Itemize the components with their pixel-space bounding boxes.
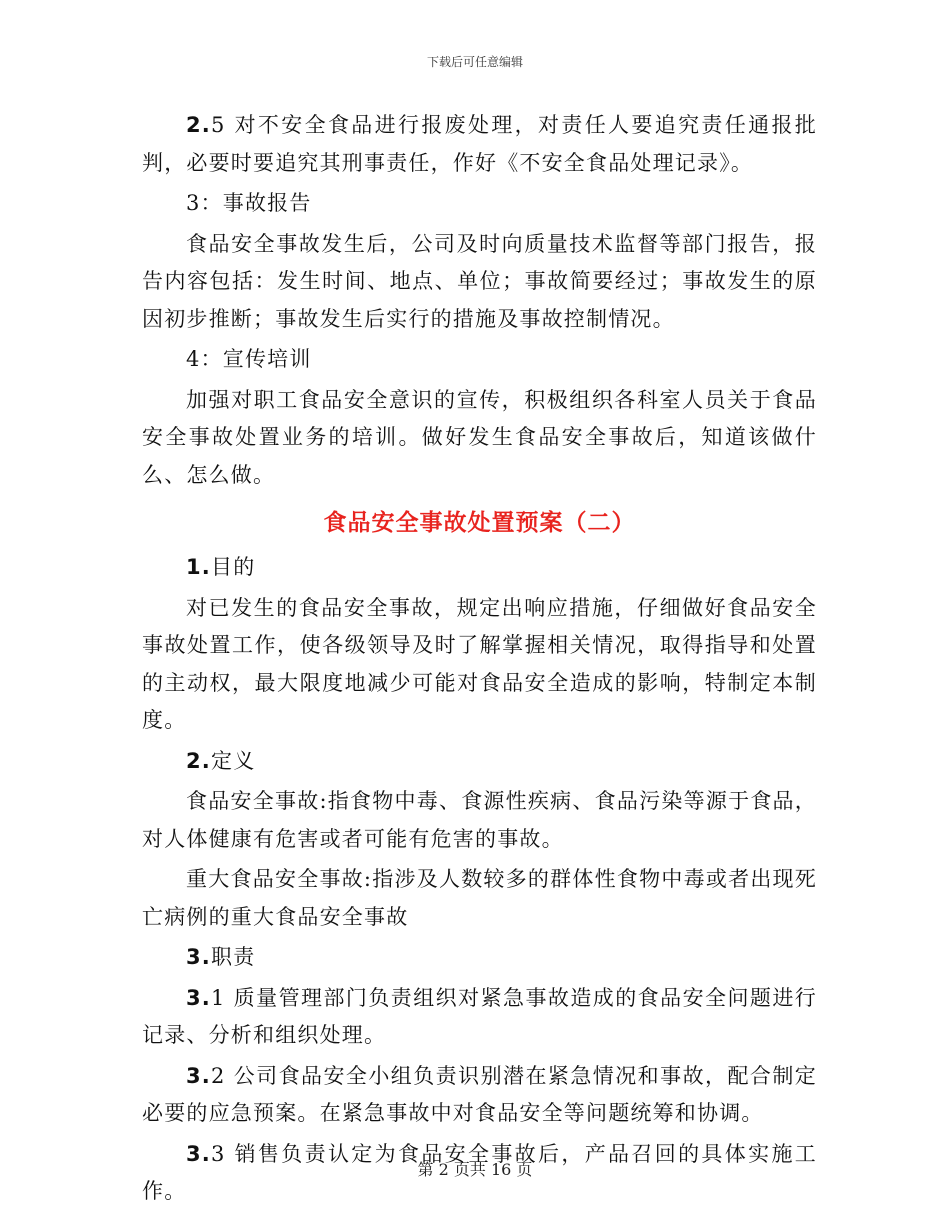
section-number: 2.	[186, 113, 211, 137]
paragraph-3-2: 3.2 公司食品安全小组负责识别潜在紧急情况和事故，配合制定必要的应急预案。在紧急事故中对食品安全等问题统筹和协调。	[142, 1063, 817, 1125]
heading-publicity-training: 4：宣传培训	[186, 347, 312, 371]
paragraph-3-3: 3.3 销售负责认定为食品安全事故后，产品召回的具体实施工作。	[142, 1141, 817, 1203]
heading-purpose: 1.目的	[186, 555, 256, 579]
section-number: 3.	[186, 1141, 211, 1166]
paragraph-3-1: 3.1 质量管理部门负责组织对紧急事故造成的食品安全问题进行记录、分析和组织处理。	[142, 985, 817, 1047]
section-number: 3.	[186, 945, 211, 969]
section-number: 2.	[186, 748, 211, 773]
document-body	[142, 107, 817, 1211]
heading-accident-report: 3：事故报告	[186, 191, 312, 215]
paragraph-publicity-training: 加强对职工食品安全意识的宣传，积极组织各科室人员关于食品安全事故处置业务的培训。做好发生食品安全事故后，知道该做什么、怎么做。	[142, 387, 817, 487]
paragraph-food-safety-accident-definition: 食品安全事故:指食物中毒、食源性疾病、食品污染等源于食品，对人体健康有危害或者可能有危害的事故。	[142, 789, 817, 851]
section-title: 食品安全事故处置预案（二）	[323, 509, 636, 536]
paragraph-accident-report: 食品安全事故发生后，公司及时向质量技术监督等部门报告，报告内容包括：发生时间、地点、单位；事故简要经过；事故发生的原因初步推断；事故发生后实行的措施及事故控制情况。	[142, 231, 817, 331]
paragraph-2-5: 2.5 对不安全食品进行报废处理，对责任人要追究责任通报批判，必要时要追究其刑事责任，作好《不安全食品处理记录》。	[142, 113, 817, 175]
section-number: 3.	[186, 985, 211, 1010]
page-header: 下载后可任意编辑	[426, 55, 523, 69]
section-number: 3.	[186, 1063, 211, 1088]
heading-responsibilities: 3.职责	[186, 945, 256, 969]
page-footer: 第 2 页共 16 页	[417, 1160, 533, 1179]
paragraph-purpose: 对已发生的食品安全事故，规定出响应措施，仔细做好食品安全事故处置工作，使各级领导及时了解掌握相关情况，取得指导和处置的主动权，最大限度地减少可能对食品安全造成的影响，特制定本制度。	[142, 595, 817, 732]
paragraph-major-accident-definition: 重大食品安全事故:指涉及人数较多的群体性食物中毒或者出现死亡病例的重大食品安全事故	[142, 867, 817, 929]
heading-definition: 2.定义	[186, 748, 256, 773]
section-number: 1.	[186, 555, 211, 579]
